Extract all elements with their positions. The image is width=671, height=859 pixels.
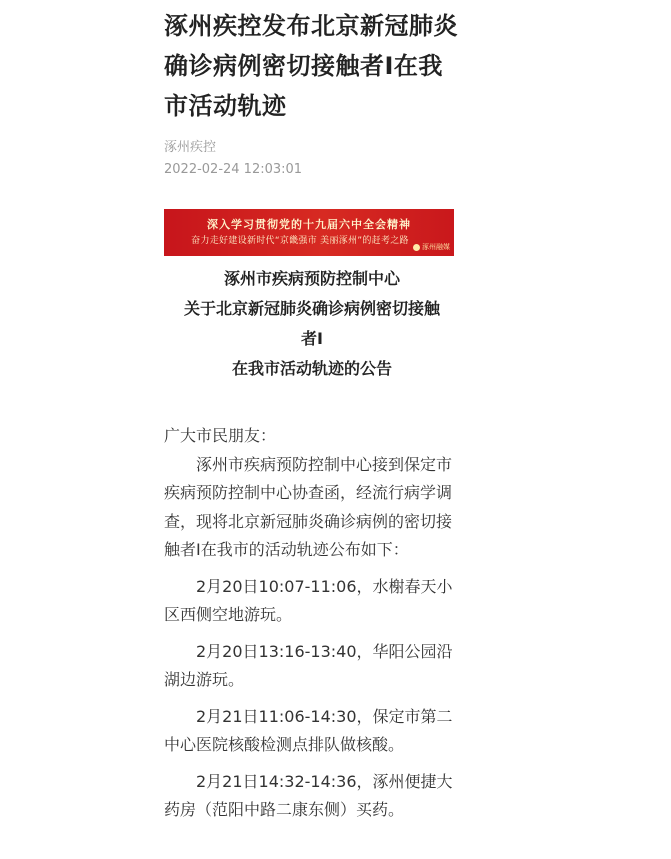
article-body [164, 422, 460, 825]
article-source[interactable]: 涿州疾控 [164, 140, 217, 155]
banner-logo [413, 242, 450, 252]
banner-line-1: 深入学习贯彻党的十九届六中全会精神 [207, 218, 411, 231]
notice-subject-line-1: 关于北京新冠肺炎确诊病例密切接触 [183, 299, 440, 318]
banner-line-2: 奋力走好建设新时代“京畿强市 美丽涿州”的赶考之路 [191, 236, 409, 246]
banner-logo-text: 涿州融媒 [422, 243, 450, 251]
itinerary-entry: 2月21日14:32-14:36，涿州便捷大药房（范阳中路二康东侧）买药。 [164, 771, 453, 819]
itinerary-entry: 2月21日11:06-14:30，保定市第二中心医院核酸检测点排队做核酸。 [164, 706, 453, 754]
article-datetime: 2022-02-24 12:03:01 [164, 162, 303, 177]
intro-paragraph: 涿州市疾病预防控制中心接到保定市疾病预防控制中心协查函，经流行病学调查，现将北京新冠肺炎确诊病例的密切接触者I在我市的活动轨迹公布如下： [164, 454, 453, 559]
notice-title [164, 264, 460, 384]
notice-subject-line-2: 者I [301, 329, 323, 348]
itinerary-entry: 2月20日13:16-13:40，华阳公园沿湖边游玩。 [164, 641, 453, 689]
notice-org: 涿州市疾病预防控制中心 [223, 269, 400, 288]
greeting: 广大市民朋友： [164, 426, 277, 445]
itinerary-entry: 2月20日10:07-11:06，水榭春天小区西侧空地游玩。 [164, 576, 453, 624]
article [164, 6, 460, 825]
notice-subject-line-3: 在我市活动轨迹的公告 [231, 359, 392, 378]
article-meta [164, 137, 460, 181]
banner-image [164, 209, 454, 256]
article-title: 涿州疾控发布北京新冠肺炎确诊病例密切接触者I在我市活动轨迹 [164, 12, 458, 120]
logo-icon [413, 244, 420, 251]
